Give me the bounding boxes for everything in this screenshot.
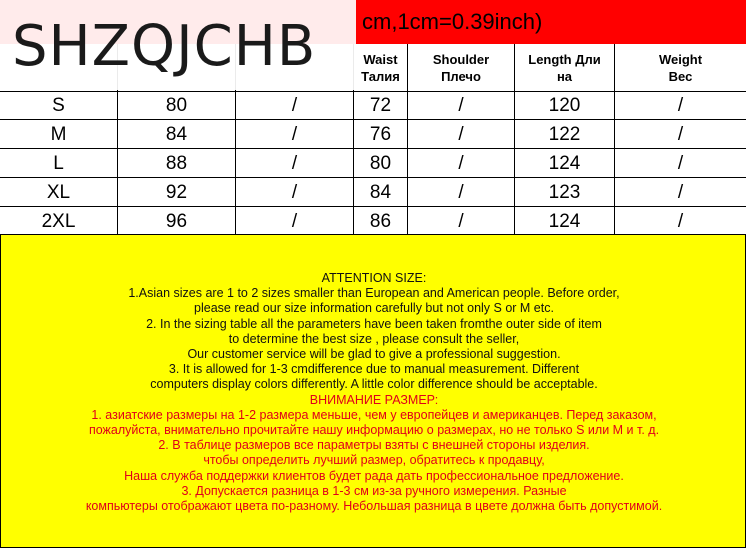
table-row: L 88 / 80 / 124 /: [0, 149, 746, 178]
table-row: 2XL 96 / 86 / 124 /: [0, 207, 746, 236]
header-length: Length Дли на: [515, 44, 615, 91]
notice-ru-line: 2. В таблице размеров все параметры взяты с внешней стороны изделия.: [158, 438, 590, 453]
notice-en-line: 3. It is allowed for 1-3 cmdifference due to manual measurement. Different: [168, 362, 580, 377]
notice-en-line: to determine the best size , please consult the seller,: [228, 331, 520, 346]
notice-ru-line: компьютеры отображают цвета по-разному. Небольшая разница в цвете должна быть допустимой.: [85, 499, 663, 514]
brand-logo-text: SHZQJCHB: [12, 14, 317, 79]
notice-en-line: ATTENTION SIZE:: [321, 271, 427, 285]
table-row: XL 92 / 84 / 123 /: [0, 178, 746, 207]
header-waist: Waist Талия: [354, 44, 408, 91]
notice-ru-line: 3. Допускается разница в 1-3 см из-за ручного измерения. Разные: [181, 483, 567, 498]
notice-ru-line: пожалуйста, внимательно прочитайте нашу информацию о размерах, но не только S или M и т. д.: [88, 423, 660, 438]
header-shoulder: Shoulder Плечо: [408, 44, 515, 91]
header-weight: Weight Вес: [658, 51, 703, 84]
notice-en-line: please read our size information carefully but not only S or M etc.: [194, 301, 554, 316]
notice-en-line: 2. In the sizing table all the parameters have been taken fromthe outer side of item: [146, 316, 602, 331]
notice-ru-line: Наша служба поддержки клиентов будет рада дать профессиональное предложение.: [124, 468, 624, 483]
table-row: S 80 / 72 / 120 /: [0, 91, 746, 120]
table-row: M 84 / 76 / 122 /: [0, 120, 746, 149]
notice-ru-line: ВНИМАНИЕ РАЗМЕР:: [309, 392, 439, 407]
notice-en-line: computers display colors differently. A little color difference should be acceptable.: [150, 377, 598, 392]
notice-ru-line: 1. азиатские размеры на 1-2 размера меньше, чем у европейцев и американцев. Перед заказом,: [91, 407, 657, 422]
notice-en-line: Our customer service will be glad to give a professional suggestion.: [187, 347, 561, 362]
notice-ru-line: чтобы определить лучший размер, обратитесь к продавцу,: [203, 453, 545, 468]
notice-en-line: 1.Asian sizes are 1 to 2 sizes smaller than European and American people. Before order,: [128, 286, 620, 301]
brand-watermark: [0, 0, 356, 90]
unit-note: cm,1cm=0.39inch): [362, 9, 543, 34]
size-notice: [0, 234, 746, 548]
